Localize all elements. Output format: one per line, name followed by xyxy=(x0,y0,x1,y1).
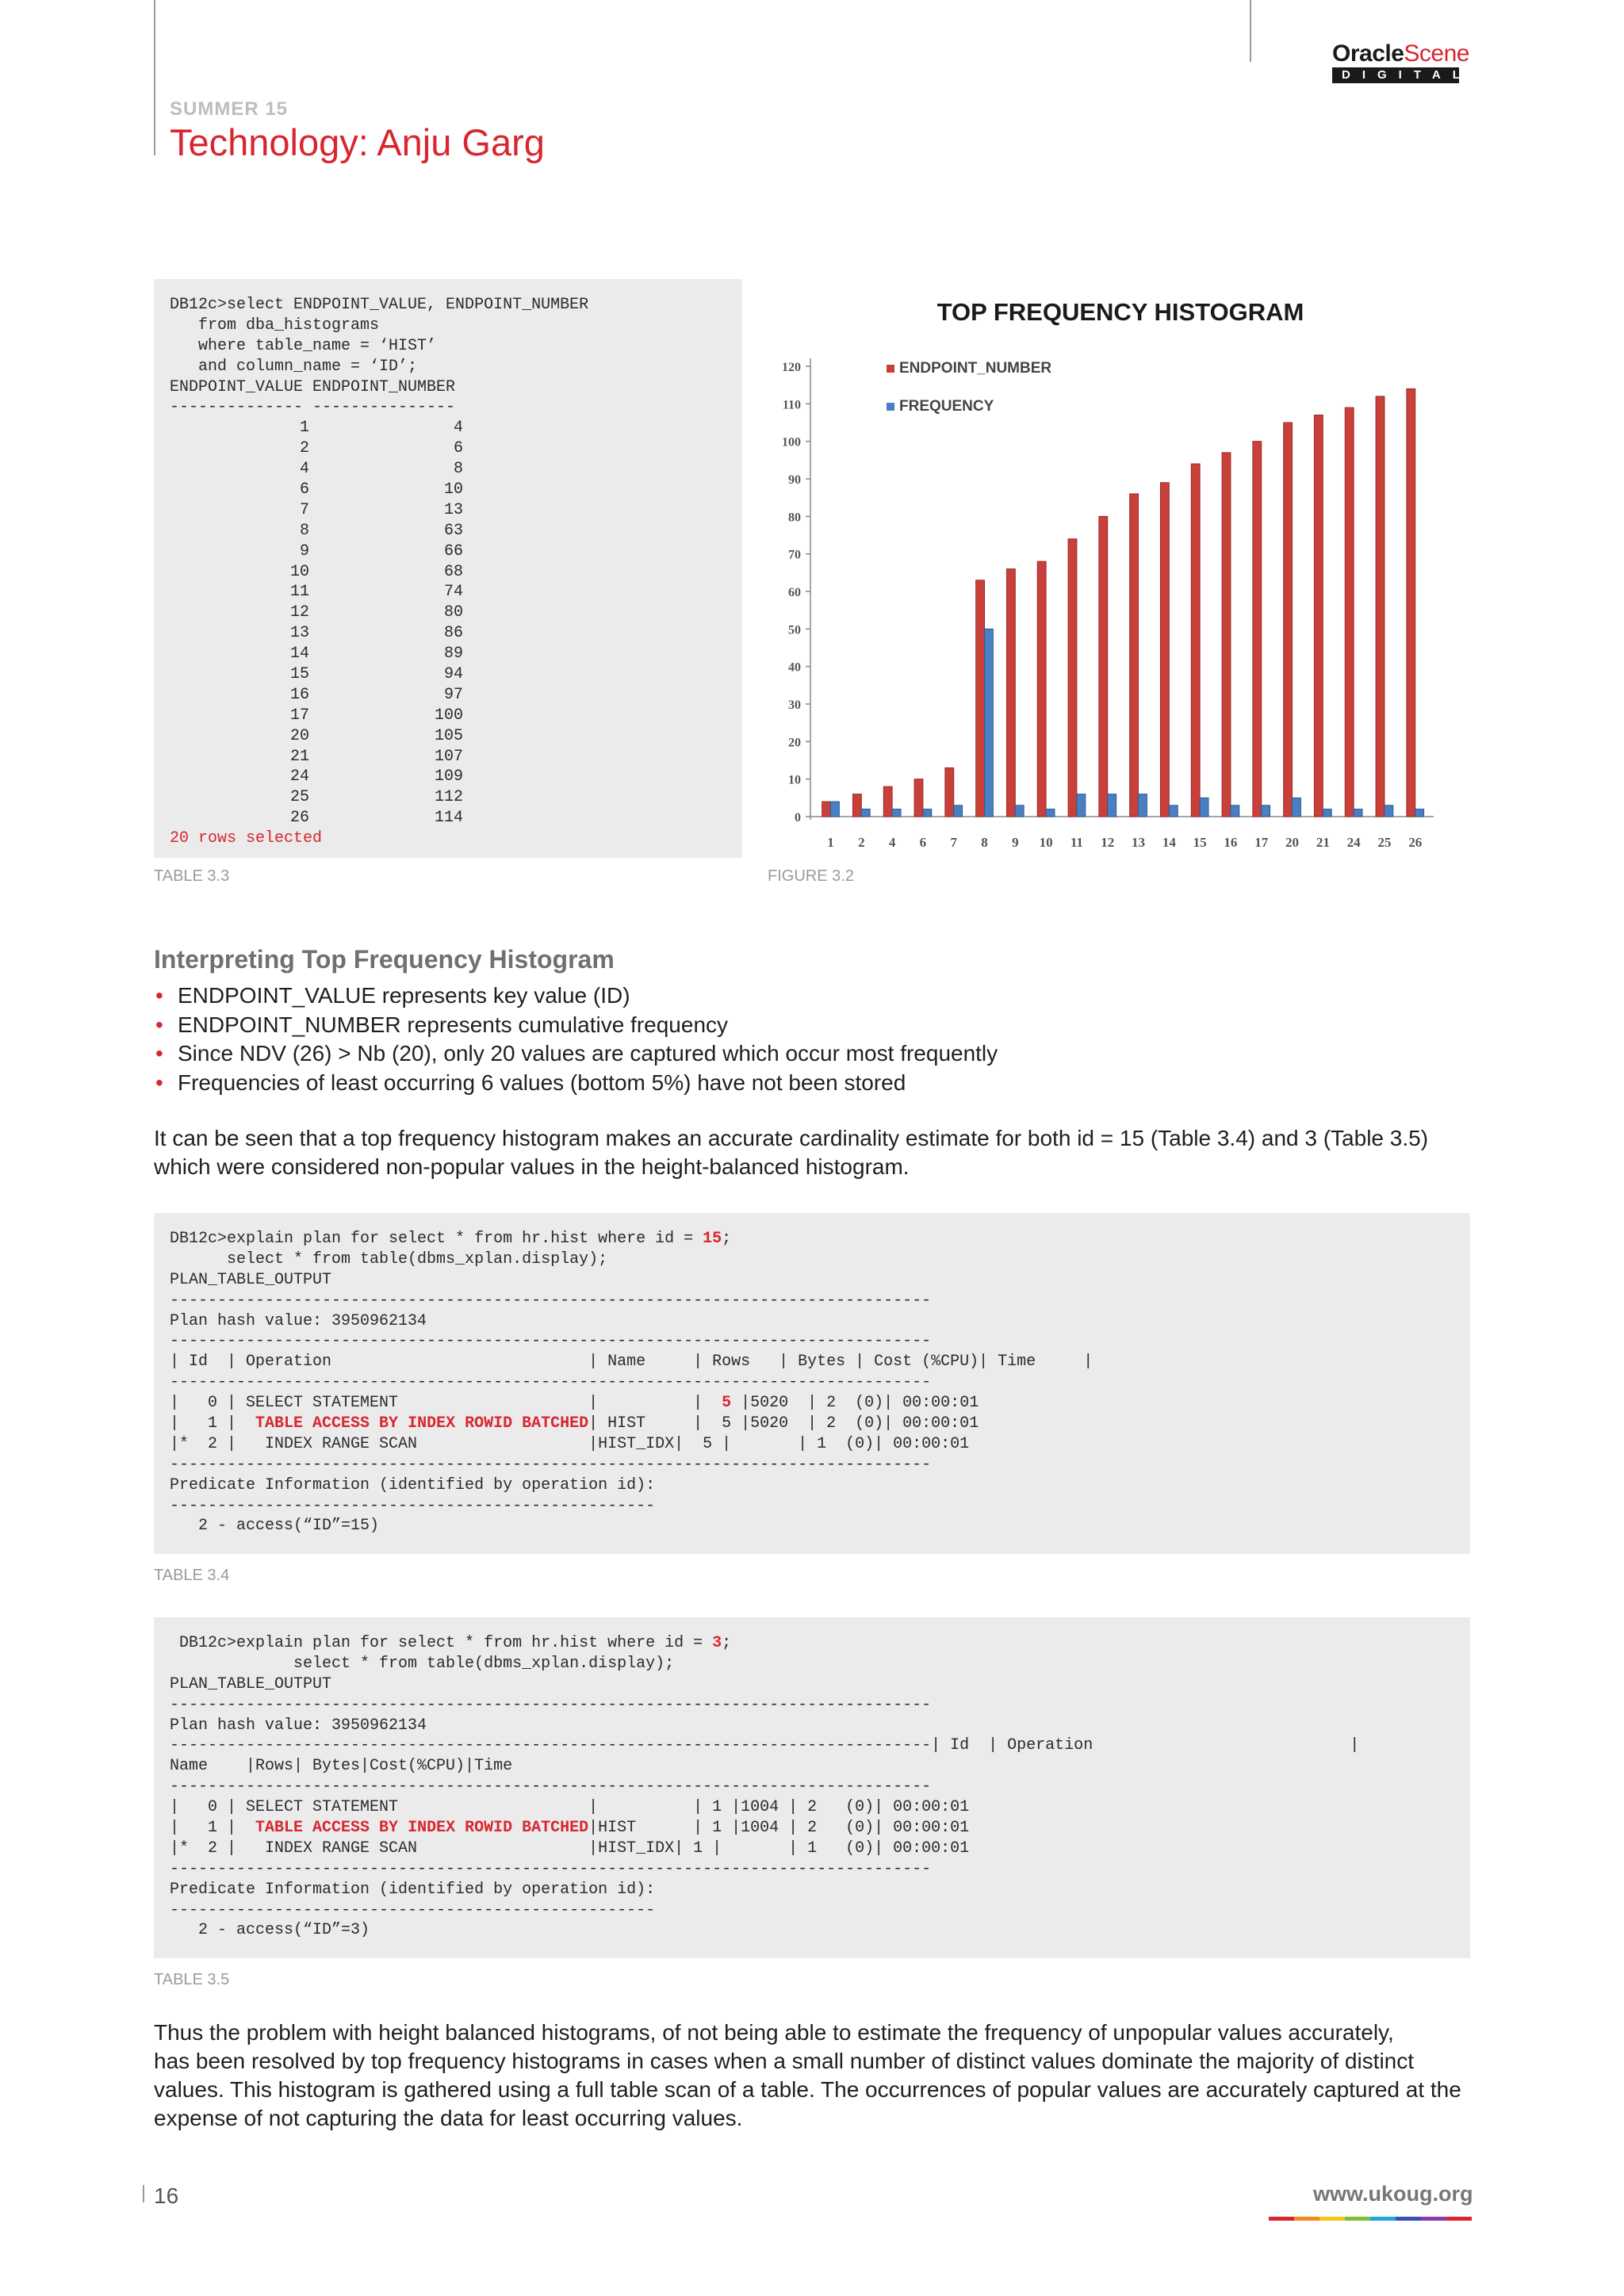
bar-frequency xyxy=(1323,809,1331,817)
x-tick-label: 9 xyxy=(1012,835,1019,850)
code-line: -------------------------------------------------------------------------------- xyxy=(170,1373,932,1392)
list-item: • Frequencies of least occurring 6 values (bottom 5%) have not been stored xyxy=(154,1069,998,1098)
code-text: DB12c>explain plan for select * from hr.hist where id = xyxy=(170,1230,703,1248)
endpoint-value: 11 xyxy=(289,583,309,602)
color-segment xyxy=(1421,2217,1446,2221)
bar-endpoint-number xyxy=(1345,408,1354,817)
code-line: PLAN_TABLE_OUTPUT xyxy=(170,1270,332,1289)
table-3-5-code xyxy=(154,1617,1470,1958)
bar-endpoint-number xyxy=(1253,442,1262,817)
code-line: from dba_histograms xyxy=(170,316,380,335)
code-line: -------------------------------------------------------------------------------- xyxy=(170,1777,932,1797)
y-tick-label: 80 xyxy=(788,511,801,525)
code-line: Plan hash value: 3950962134 xyxy=(170,1716,427,1735)
endpoint-value: 1 xyxy=(299,419,309,438)
endpoint-value: 6 xyxy=(299,480,309,499)
bar-endpoint-number xyxy=(1099,516,1108,817)
color-segment xyxy=(1294,2217,1320,2221)
bar-endpoint-number xyxy=(1407,388,1415,817)
logo-digital: DIGITAL xyxy=(1332,67,1459,83)
endpoint-value: 12 xyxy=(289,603,309,622)
table-row xyxy=(170,664,726,685)
code-line: | Id | Operation | Name | Rows | Bytes | Cost (%CPU)| Time | xyxy=(170,1353,1094,1372)
endpoint-value: 20 xyxy=(289,726,309,745)
endpoint-number: 94 xyxy=(443,665,463,684)
endpoint-number: 107 xyxy=(434,747,463,766)
color-segment xyxy=(1345,2217,1370,2221)
bar-frequency xyxy=(1354,809,1362,817)
chart-title: TOP FREQUENCY HISTOGRAM xyxy=(936,298,1304,326)
table-3-5-caption: TABLE 3.5 xyxy=(154,1971,230,1988)
table-row xyxy=(170,644,726,664)
code-line: Predicate Information (identified by operation id): xyxy=(170,1880,656,1899)
result-rows xyxy=(170,418,726,828)
endpoint-value: 2 xyxy=(299,439,309,458)
x-tick-label: 16 xyxy=(1224,835,1238,850)
legend-label-frequency: FREQUENCY xyxy=(899,398,994,415)
table-3-3-code xyxy=(154,279,742,858)
endpoint-number: 89 xyxy=(443,645,463,664)
bar-endpoint-number xyxy=(883,786,892,817)
code-text: | 1 | xyxy=(170,1819,256,1838)
code-line: and column_name = ‘ID’; xyxy=(170,357,418,376)
paragraph-intro xyxy=(154,1124,1486,1181)
code-line: ENDPOINT_VALUE ENDPOINT_NUMBER xyxy=(170,377,456,396)
endpoint-number: 13 xyxy=(443,500,463,519)
y-tick-label: 50 xyxy=(788,623,801,637)
endpoint-value: 24 xyxy=(289,767,309,786)
table-row xyxy=(170,480,726,500)
table-row xyxy=(170,808,726,828)
table-row xyxy=(170,726,726,747)
x-tick-label: 11 xyxy=(1070,835,1083,850)
x-tick-label: 10 xyxy=(1039,835,1053,850)
bar-endpoint-number xyxy=(976,580,985,817)
color-segment xyxy=(1269,2217,1294,2221)
code-line: -------------------------------------------------------------------------------- xyxy=(170,1455,932,1474)
x-tick-label: 2 xyxy=(858,835,865,850)
y-tick-label: 90 xyxy=(788,473,801,487)
endpoint-value: 14 xyxy=(289,645,309,664)
paragraph-line: It can be seen that a top frequency histogram makes an accurate cardinality estimate for both id = 15 (Table 3.4) and 3 (Table 3.5) xyxy=(154,1126,1429,1150)
bar-frequency xyxy=(1077,794,1086,817)
bar-frequency xyxy=(1046,809,1055,817)
x-tick-label: 13 xyxy=(1132,835,1146,850)
code-line: | 0 | SELECT STATEMENT | | 1 |1004 | 2 (0)| 00:00:01 xyxy=(170,1798,970,1817)
code-highlight: TABLE ACCESS BY INDEX ROWID BATCHED xyxy=(255,1414,589,1433)
section-heading: Interpreting Top Frequency Histogram xyxy=(154,945,615,974)
endpoint-value: 25 xyxy=(289,788,309,807)
endpoint-number: 112 xyxy=(434,788,463,807)
top-frequency-histogram-chart xyxy=(768,279,1442,866)
endpoint-value: 10 xyxy=(289,562,309,581)
y-tick-label: 10 xyxy=(788,773,801,787)
code-text: DB12c>explain plan for select * from hr.hist where id = xyxy=(170,1634,713,1652)
endpoint-value: 16 xyxy=(289,685,309,704)
table-row xyxy=(170,747,726,767)
endpoint-number: 4 xyxy=(453,419,463,438)
bar-endpoint-number xyxy=(1191,464,1200,817)
table-row xyxy=(170,603,726,623)
y-tick-label: 100 xyxy=(782,435,801,450)
code-line: -------------------------------------------------------------------------------- xyxy=(170,1332,932,1351)
y-tick-label: 110 xyxy=(782,398,801,412)
code-line: Predicate Information (identified by operation id): xyxy=(170,1475,656,1494)
bar-frequency xyxy=(1293,798,1301,817)
code-text: | 0 | SELECT STATEMENT | | xyxy=(170,1394,722,1413)
code-highlight: TABLE ACCESS BY INDEX ROWID BATCHED xyxy=(255,1819,589,1838)
issue-label: SUMMER 15 xyxy=(170,98,289,120)
bar-frequency xyxy=(1108,794,1116,817)
bar-frequency xyxy=(1139,794,1147,817)
endpoint-number: 109 xyxy=(434,767,463,786)
x-tick-label: 12 xyxy=(1101,835,1115,850)
bar-endpoint-number xyxy=(1130,494,1139,817)
endpoint-number: 74 xyxy=(443,583,463,602)
y-tick-label: 30 xyxy=(788,698,801,712)
x-tick-label: 21 xyxy=(1316,835,1330,850)
figure-3-2-caption: FIGURE 3.2 xyxy=(768,867,854,885)
x-tick-label: 7 xyxy=(950,835,957,850)
bar-frequency xyxy=(1415,809,1424,817)
code-line: --------------------------------------------------- xyxy=(170,1496,656,1515)
bar-endpoint-number xyxy=(1376,396,1385,817)
code-text: ; xyxy=(722,1634,732,1652)
table-row xyxy=(170,582,726,603)
footer-rule xyxy=(143,2185,144,2202)
list-item: • ENDPOINT_VALUE represents key value (ID) xyxy=(154,982,998,1011)
endpoint-value: 8 xyxy=(299,521,309,540)
legend-swatch-endpoint-number xyxy=(887,365,894,373)
code-line: Plan hash value: 3950962134 xyxy=(170,1311,427,1330)
rows-selected: 20 rows selected xyxy=(170,829,323,848)
code-line: -------------- --------------- xyxy=(170,398,456,417)
code-line: Name |Rows| Bytes|Cost(%CPU)|Time xyxy=(170,1757,513,1776)
bar-endpoint-number xyxy=(852,794,861,817)
color-segment xyxy=(1320,2217,1345,2221)
table-row xyxy=(170,521,726,541)
x-tick-label: 25 xyxy=(1377,835,1392,850)
table-row xyxy=(170,459,726,480)
code-line: 2 - access(“ID”=3) xyxy=(170,1921,370,1940)
x-tick-label: 14 xyxy=(1162,835,1176,850)
code-text: |5020 | 2 (0)| 00:00:01 xyxy=(731,1394,979,1413)
endpoint-value: 4 xyxy=(299,460,309,479)
paragraph-line: Thus the problem with height balanced histograms, of not being able to estimate the frequency of unpopular values accurately, xyxy=(154,2020,1394,2045)
code-line: 2 - access(“ID”=15) xyxy=(170,1517,380,1536)
endpoint-number: 105 xyxy=(434,726,463,745)
endpoint-number: 10 xyxy=(443,480,463,499)
code-line: -------------------------------------------------------------------------------- xyxy=(170,1291,932,1310)
x-tick-label: 17 xyxy=(1254,835,1269,850)
table-row xyxy=(170,685,726,706)
paragraph-line: has been resolved by top frequency histograms in cases when a small number of distinct values dominate the majority of distinct xyxy=(154,2049,1415,2073)
bar-frequency xyxy=(1169,806,1178,817)
legend-swatch-frequency xyxy=(887,403,894,411)
endpoint-value: 9 xyxy=(299,541,309,561)
query-lines xyxy=(170,295,726,418)
endpoint-number: 8 xyxy=(453,460,463,479)
table-3-4-caption: TABLE 3.4 xyxy=(154,1567,230,1584)
x-tick-label: 26 xyxy=(1408,835,1423,850)
legend-label-endpoint-number: ENDPOINT_NUMBER xyxy=(899,360,1052,377)
color-segment xyxy=(1446,2217,1472,2221)
bar-endpoint-number xyxy=(1037,561,1046,817)
oraclescene-logo xyxy=(1332,40,1472,83)
bar-endpoint-number xyxy=(1160,483,1169,817)
table-row xyxy=(170,500,726,521)
code-highlight: 3 xyxy=(712,1634,722,1652)
page-title: Technology: Anju Garg xyxy=(170,121,545,163)
list-item: • ENDPOINT_NUMBER represents cumulative frequency xyxy=(154,1011,998,1040)
logo-scene: Scene xyxy=(1404,40,1469,67)
table-row xyxy=(170,767,726,787)
bar-endpoint-number xyxy=(1006,569,1015,817)
table-row xyxy=(170,623,726,644)
code-line: |* 2 | INDEX RANGE SCAN |HIST_IDX| 1 | | 1 (0)| 00:00:01 xyxy=(170,1839,970,1858)
bar-frequency xyxy=(985,629,994,817)
x-tick-label: 24 xyxy=(1346,835,1361,850)
paragraph-line: expense of not capturing the data for least occurring values. xyxy=(154,2106,743,2130)
x-tick-label: 20 xyxy=(1285,835,1300,850)
endpoint-number: 63 xyxy=(443,521,463,540)
code-line: where table_name = ‘HIST’ xyxy=(170,336,437,355)
x-tick-label: 8 xyxy=(981,835,988,850)
page-number: 16 xyxy=(154,2183,179,2208)
bar-frequency xyxy=(1262,806,1270,817)
y-tick-label: 0 xyxy=(795,811,801,825)
x-tick-label: 15 xyxy=(1193,835,1207,850)
bar-frequency xyxy=(831,802,840,817)
table-row xyxy=(170,787,726,808)
endpoint-value: 17 xyxy=(289,706,309,725)
table-row xyxy=(170,706,726,726)
endpoint-number: 114 xyxy=(434,809,463,828)
code-text: | HIST | 5 |5020 | 2 (0)| 00:00:01 xyxy=(588,1414,979,1433)
y-tick-label: 60 xyxy=(788,586,801,599)
code-line: select * from table(dbms_xplan.display); xyxy=(170,1249,608,1269)
bar-frequency xyxy=(1200,798,1208,817)
bar-endpoint-number xyxy=(1314,415,1323,817)
code-line: DB12c>select ENDPOINT_VALUE, ENDPOINT_NUMBER xyxy=(170,296,589,314)
bar-frequency xyxy=(954,806,963,817)
endpoint-value: 13 xyxy=(289,624,309,643)
bar-endpoint-number xyxy=(945,767,954,817)
bar-endpoint-number xyxy=(822,802,831,817)
code-line: --------------------------------------------------------------------------------| Id | Operation | xyxy=(170,1736,1360,1755)
bar-frequency xyxy=(1385,806,1393,817)
endpoint-value: 26 xyxy=(289,809,309,828)
code-line: -------------------------------------------------------------------------------- xyxy=(170,1695,932,1714)
endpoint-number: 68 xyxy=(443,562,463,581)
paragraph-line: which were considered non-popular values in the height-balanced histogram. xyxy=(154,1154,910,1179)
bar-frequency xyxy=(1231,806,1239,817)
bullet-list xyxy=(154,982,998,1097)
code-line: |* 2 | INDEX RANGE SCAN |HIST_IDX| 5 | | 1 (0)| 00:00:01 xyxy=(170,1434,970,1453)
x-tick-label: 1 xyxy=(827,835,834,850)
header-rule-left xyxy=(154,0,155,155)
table-3-3-caption: TABLE 3.3 xyxy=(154,867,230,885)
bar-frequency xyxy=(1015,806,1024,817)
paragraph-conclusion xyxy=(154,2019,1486,2133)
table-row xyxy=(170,562,726,583)
table-3-4-code xyxy=(154,1213,1470,1554)
logo-oracle: Oracle xyxy=(1332,40,1404,67)
endpoint-value: 21 xyxy=(289,747,309,766)
x-tick-label: 6 xyxy=(919,835,927,850)
bar-frequency xyxy=(923,809,932,817)
endpoint-number: 97 xyxy=(443,685,463,704)
code-line: select * from table(dbms_xplan.display); xyxy=(170,1654,675,1673)
color-segment xyxy=(1396,2217,1421,2221)
x-tick-label: 4 xyxy=(888,835,896,850)
bar-endpoint-number xyxy=(1068,539,1077,817)
y-tick-label: 20 xyxy=(788,736,801,750)
table-row xyxy=(170,438,726,459)
y-tick-label: 120 xyxy=(782,361,801,374)
table-row xyxy=(170,541,726,562)
code-text: ; xyxy=(722,1230,732,1248)
code-line: -------------------------------------------------------------------------------- xyxy=(170,1859,932,1878)
bar-frequency xyxy=(892,809,901,817)
endpoint-value: 7 xyxy=(299,500,309,519)
bar-frequency xyxy=(861,809,870,817)
endpoint-value: 15 xyxy=(289,665,309,684)
endpoint-number: 100 xyxy=(434,706,463,725)
code-text: | 1 | xyxy=(170,1414,256,1433)
header-rule-right xyxy=(1250,0,1251,62)
color-segment xyxy=(1370,2217,1396,2221)
table-row xyxy=(170,418,726,438)
site-link[interactable]: www.ukoug.org xyxy=(1313,2182,1473,2206)
code-highlight: 5 xyxy=(722,1394,732,1413)
y-tick-label: 70 xyxy=(788,548,801,562)
bar-endpoint-number xyxy=(1284,423,1293,817)
endpoint-number: 66 xyxy=(443,541,463,561)
bar-endpoint-number xyxy=(1222,453,1231,817)
endpoint-number: 80 xyxy=(443,603,463,622)
y-tick-label: 40 xyxy=(788,660,801,675)
code-line: PLAN_TABLE_OUTPUT xyxy=(170,1674,332,1693)
endpoint-number: 6 xyxy=(453,439,463,458)
paragraph-line: values. This histogram is gathered using a full table scan of a table. The occurrences of popular values are accurately captured at the xyxy=(154,2077,1461,2102)
code-highlight: 15 xyxy=(703,1230,722,1248)
bar-endpoint-number xyxy=(914,779,923,817)
footer-color-bar xyxy=(1269,2217,1472,2221)
endpoint-number: 86 xyxy=(443,624,463,643)
code-line: --------------------------------------------------- xyxy=(170,1900,656,1919)
code-text: |HIST | 1 |1004 | 2 (0)| 00:00:01 xyxy=(588,1819,970,1838)
list-item: • Since NDV (26) > Nb (20), only 20 values are captured which occur most frequently xyxy=(154,1039,998,1069)
